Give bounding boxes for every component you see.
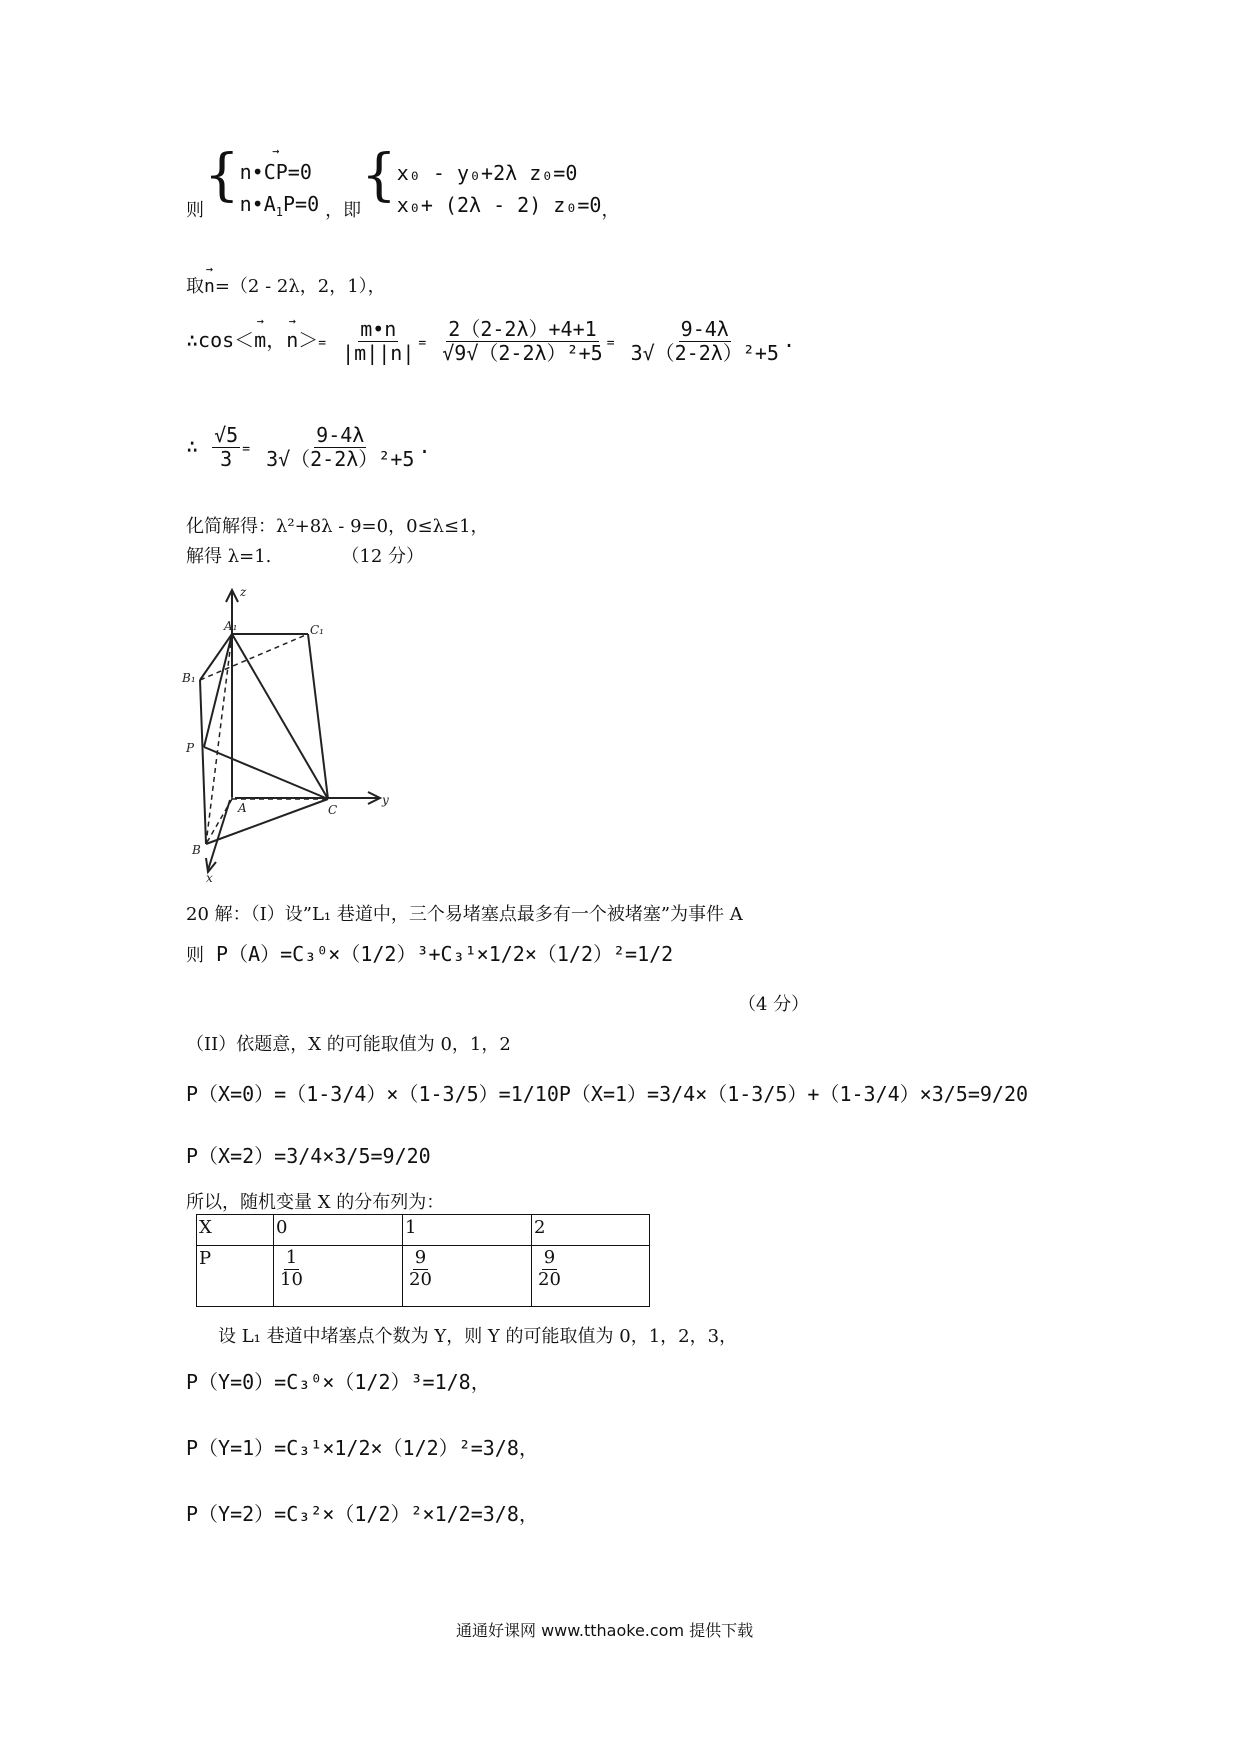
table-header-row (197, 1215, 650, 1246)
label-b: B (192, 843, 201, 857)
eq2a: n•A (239, 191, 276, 216)
py2-line: P（Y=2）=C₃²×（1/2）²×1/2=3/8， (186, 1502, 539, 1526)
table-cell: 0 (274, 1215, 403, 1246)
eq1: → n•CP=0 (240, 156, 312, 188)
label-p: P (186, 741, 195, 755)
prefix-ze: 则 (186, 200, 204, 222)
prefix-ze-2: 则 (186, 945, 204, 966)
fraction-rhs: $\frac{9-4\lambda}{\text{3√（2-2λ）²+5}}$ (266, 423, 415, 471)
label-a1: A₁ (224, 619, 238, 633)
edge-pc (204, 747, 328, 799)
label-a: A (238, 801, 247, 815)
py1-line: P（Y=1）=C₃¹×1/2×（1/2）²=3/8， (186, 1436, 539, 1460)
label-z: z (240, 585, 247, 599)
edge-c1c (308, 634, 328, 799)
sys-eq-1: x₀ - y₀+2λ z₀=0 (396, 161, 578, 185)
period-2: . (418, 434, 431, 458)
fraction-sqrt5-3: $\frac{√5}{3}$ (214, 423, 239, 471)
n-value: =（2 - 2λ，2，1）， (214, 276, 386, 297)
fraction-simplified: $\frac{9-4\lambda}{\text{3√（2-2λ）²+5}}$ (630, 317, 779, 365)
equals-3: = (606, 336, 615, 351)
line1-end: ， (601, 200, 620, 222)
n-vector: → n (204, 276, 215, 297)
table-cell: 1 (403, 1215, 532, 1246)
px2-line: P（X=2）=3/4×3/5=9/20 (186, 1144, 431, 1168)
equation-sqrt5-line (186, 424, 430, 471)
simplify-line: 化简解得：λ²+8λ - 9=0，0≤λ≤1， (186, 516, 489, 537)
prism-diagram (180, 582, 410, 882)
table-cell: X (197, 1215, 274, 1246)
equals-4: = (242, 442, 251, 457)
equals-1: = (318, 336, 327, 351)
distribution-table (196, 1214, 650, 1307)
table-cell: $\frac{1}{10}$ (274, 1246, 403, 1307)
q20-intro: 20 解：（Ⅰ）设”L₁ 巷道中，三个易堵塞点最多有一个被堵塞”为事件 A (186, 904, 743, 925)
table-cell: 2 (532, 1215, 650, 1246)
label-x: x (206, 871, 213, 882)
solution: 解得 λ=1. (186, 546, 272, 567)
normal-vector-conditions (240, 156, 319, 222)
table-prob-row (197, 1246, 650, 1307)
therefore-symbol-2: ∴ (186, 434, 199, 458)
angle-close: ＞ (298, 328, 319, 352)
table-cell: $\frac{9}{20}$ (403, 1246, 532, 1307)
label-y: y (382, 793, 389, 807)
axis-x (208, 800, 230, 870)
label-c: C (328, 803, 338, 817)
table-cell: P (197, 1246, 274, 1307)
left-brace: { (204, 143, 240, 208)
edge-bc (206, 799, 328, 844)
period: . (782, 328, 795, 352)
eq2b: P=0 (283, 191, 320, 216)
equals-2: = (418, 336, 427, 351)
score-4: （4 分） (738, 994, 810, 1015)
part-2-intro: （II）依题意，X 的可能取值为 0，1，2 (186, 1034, 511, 1055)
coordinate-equations (397, 157, 602, 221)
py0-line: P（Y=0）=C₃⁰×（1/2）³=1/8， (186, 1370, 491, 1394)
px0-px1-line: P（X=0）=（1-3/4）×（1-3/5）=1/10P（X=1）=3/4×（1-3/5）+（1-3/4）×3/5=9/20 (186, 1082, 1029, 1106)
label-c1: C₁ (310, 623, 324, 637)
edge-b1b (200, 680, 206, 844)
eq2-sub: 1 (275, 204, 283, 219)
cosine-formula-line (186, 318, 795, 365)
left-brace-2: { (361, 143, 397, 208)
take-n-line (186, 272, 386, 298)
cos-label: cos＜ (198, 328, 255, 352)
fraction-mn: $\frac{m•n}{|m||n|}$ (342, 317, 415, 365)
pa-expression: P（A）=C₃⁰×（1/2）³+C₃¹×1/2×（1/2）²=1/2 (216, 942, 674, 966)
comma: ， (266, 328, 287, 352)
fraction-expanded: $\frac{2(2-2\lambda)+4+1}{\text{√9√（2-2λ）²+5}}$ (442, 317, 603, 365)
distribution-intro: 所以，随机变量 X 的分布列为： (186, 1192, 445, 1213)
edge-a1c (232, 634, 328, 799)
footer: 通通好课网 www.tthaoke.com 提供下载 (456, 1621, 754, 1640)
mid-text: ，即 (325, 200, 362, 222)
table-cell: $\frac{9}{20}$ (532, 1246, 650, 1307)
y-intro: 设 L₁ 巷道中堵塞点个数为 Y，则 Y 的可能取值为 0，1，2，3， (218, 1326, 738, 1347)
n-vector-2: → n (286, 328, 298, 352)
take-text: 取 (186, 276, 204, 297)
label-b1: B₁ (182, 671, 196, 685)
pa-line (186, 938, 673, 967)
score-12: （12 分） (341, 546, 425, 567)
therefore-symbol: ∴ (186, 328, 199, 352)
sys-eq-2: x₀+ (2λ - 2) z₀=0 (396, 193, 602, 217)
solve-line (186, 542, 424, 568)
m-vector: → m (254, 328, 266, 352)
edge-a1p (204, 634, 232, 747)
equation-system-line (186, 143, 620, 222)
